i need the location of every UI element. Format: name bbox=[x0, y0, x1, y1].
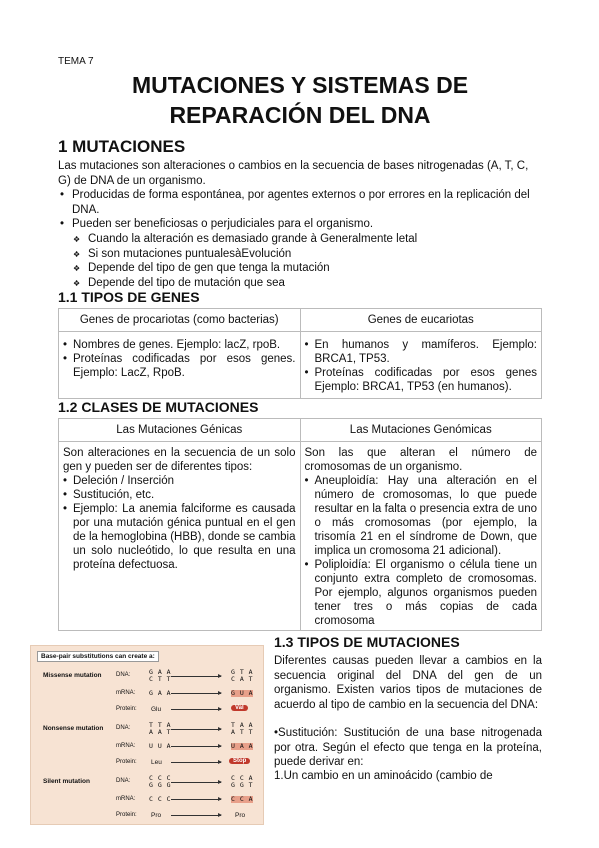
arrow-icon bbox=[171, 709, 221, 710]
table-header: Las Mutaciones Genómicas bbox=[300, 419, 542, 442]
section-1-intro: Las mutaciones son alteraciones o cambios en la secuencia de bases nitrogenadas (A, T, C, G) de DNA de un organismo. bbox=[58, 160, 529, 187]
list-item: • Aneuploidía: Hay una alteración en el número de cromosomas, lo que puede resultar en la falta o presencia extra de uno o más cromosomas (por ejemplo, la trisomía 21 en el síndrome de Down, que implica un cromosoma 21 adicional). bbox=[305, 474, 538, 558]
arrow-icon bbox=[171, 799, 221, 800]
mrna-sequence: U A A bbox=[231, 742, 254, 750]
list-item: ❖ Depende del tipo de mutación que sea bbox=[58, 276, 542, 291]
mrna-sequence: G U A bbox=[231, 689, 254, 697]
genes-table bbox=[58, 308, 542, 399]
list-item: • Proteínas codificadas por esos genes. Ejemplo: LacZ, RpoB. bbox=[63, 352, 296, 380]
cell-intro: Son alteraciones en la secuencia de un solo gen y pueden ser de diferentes tipos: bbox=[63, 447, 296, 473]
amino-acid: Pro bbox=[151, 812, 162, 819]
table-cell bbox=[300, 332, 542, 399]
section-1-bullets bbox=[58, 188, 542, 232]
arrow-icon bbox=[171, 746, 221, 747]
topic-label: TEMA 7 bbox=[58, 56, 94, 67]
protein-label: Protein: bbox=[116, 812, 137, 818]
dna-sequence: C C C G G G bbox=[149, 774, 172, 789]
mrna-label: mRNA: bbox=[116, 796, 136, 802]
list-item: • Pueden ser beneficiosas o perjudiciales para el organismo. bbox=[58, 217, 542, 232]
paragraph: •Sustitución: Sustitución de una base nitrogenada por otra. Según el efecto que tenga en la proteína, puede derivar en: bbox=[274, 727, 542, 768]
dna-sequence: G A A C T T bbox=[149, 668, 172, 683]
list-item: • Sustitución, etc. bbox=[63, 488, 296, 502]
arrow-icon bbox=[171, 815, 221, 816]
list-item: • Ejemplo: La anemia falciforme es causada por una mutación génica puntual en el gen de la hemoglobina (HBB), donde se cambia un solo nucleótido, lo que resulta en una proteína defectuosa. bbox=[63, 502, 296, 572]
list-item: • Proteínas codificadas por esos genes Ejemplo: BRCA1, TP53 (en humanos). bbox=[305, 366, 538, 394]
section-1-heading: 1 MUTACIONES bbox=[58, 137, 186, 156]
table-header: Genes de procariotas (como bacterias) bbox=[59, 309, 301, 332]
table-cell bbox=[59, 332, 301, 399]
dna-label: DNA: bbox=[116, 672, 131, 678]
list-item: ❖ Cuando la alteración es demasiado grande à Generalmente letal bbox=[58, 232, 542, 247]
dna-sequence: T T A A A T bbox=[149, 721, 172, 736]
mrna-sequence: G A A bbox=[149, 689, 172, 697]
dna-label: DNA: bbox=[116, 778, 131, 784]
cell-intro: Son las que alteran el número de cromosomas de un organismo. bbox=[304, 447, 537, 473]
list-item: • Poliploidía: El organismo o célula tiene un conjunto extra completo de cromosomas. Por ejemplo, algunos organismos pueden tener tres o más copias de cada cromosoma bbox=[305, 558, 538, 628]
dna-sequence: C C A G G T bbox=[231, 774, 254, 789]
list-item: • Nombres de genes. Ejemplo: lacZ, rpoB. bbox=[63, 338, 296, 352]
list-item: • Deleción / Inserción bbox=[63, 474, 296, 488]
amino-acid: Glu bbox=[151, 706, 162, 713]
protein-label: Protein: bbox=[116, 759, 137, 765]
dna-sequence: G T A C A T bbox=[231, 668, 254, 683]
page-title bbox=[58, 70, 542, 130]
table-header: Genes de eucariotas bbox=[300, 309, 542, 332]
table-cell bbox=[300, 442, 542, 631]
paragraph: Diferentes causas pueden llevar a cambios en la secuencia original del DNA del gen de un organismo. Existen varios tipos de mutaciones de acuerdo al tipo de cambio en la secuencia del DNA: bbox=[274, 655, 542, 711]
mutation-classes-table bbox=[58, 418, 542, 631]
dna-sequence: T A A A T T bbox=[231, 721, 254, 736]
list-item: • Producidas de forma espontánea, por agentes externos o por errores en la replicación del DNA. bbox=[58, 188, 542, 217]
arrow-icon bbox=[171, 762, 221, 763]
section-1-2-heading: 1.2 CLASES DE MUTACIONES bbox=[58, 399, 259, 415]
mrna-label: mRNA: bbox=[116, 690, 136, 696]
arrow-icon bbox=[171, 729, 221, 730]
list-item: ❖ Depende del tipo de gen que tenga la mutación bbox=[58, 261, 542, 276]
section-1-subbullets bbox=[58, 232, 542, 290]
list-item: ❖ Si son mutaciones puntualesàEvolución bbox=[58, 247, 542, 262]
mrna-sequence: C C C bbox=[149, 795, 172, 803]
arrow-icon bbox=[171, 676, 221, 677]
arrow-icon bbox=[171, 693, 221, 694]
section-1-1-heading: 1.1 TIPOS DE GENES bbox=[58, 289, 200, 305]
stop-badge: Stop bbox=[229, 758, 250, 764]
amino-acid: Leu bbox=[151, 759, 162, 766]
silent-label: Silent mutation bbox=[43, 778, 90, 785]
mrna-label: mRNA: bbox=[116, 743, 136, 749]
section-1-3-heading: 1.3 TIPOS DE MUTACIONES bbox=[274, 634, 460, 650]
table-cell bbox=[59, 442, 301, 631]
protein-label: Protein: bbox=[116, 706, 137, 712]
figure-header: Base-pair substitutions can create a: bbox=[37, 651, 159, 662]
substitution-figure bbox=[30, 645, 264, 825]
mrna-sequence: C C A bbox=[231, 795, 254, 803]
nonsense-label: Nonsense mutation bbox=[43, 725, 104, 732]
paragraph: 1.Un cambio en un aminoácido (cambio de bbox=[274, 770, 493, 782]
title-line-1: MUTACIONES Y SISTEMAS DE bbox=[131, 72, 469, 98]
missense-label: Missense mutation bbox=[43, 672, 102, 679]
amino-acid-badge: Val bbox=[231, 705, 248, 711]
title-line-2: REPARACIÓN DEL DNA bbox=[169, 102, 431, 128]
list-item: • En humanos y mamíferos. Ejemplo: BRCA1, TP53. bbox=[305, 338, 538, 366]
mrna-sequence: U U A bbox=[149, 742, 172, 750]
arrow-icon bbox=[171, 782, 221, 783]
amino-acid: Pro bbox=[235, 812, 246, 819]
dna-label: DNA: bbox=[116, 725, 131, 731]
table-header: Las Mutaciones Génicas bbox=[59, 419, 301, 442]
